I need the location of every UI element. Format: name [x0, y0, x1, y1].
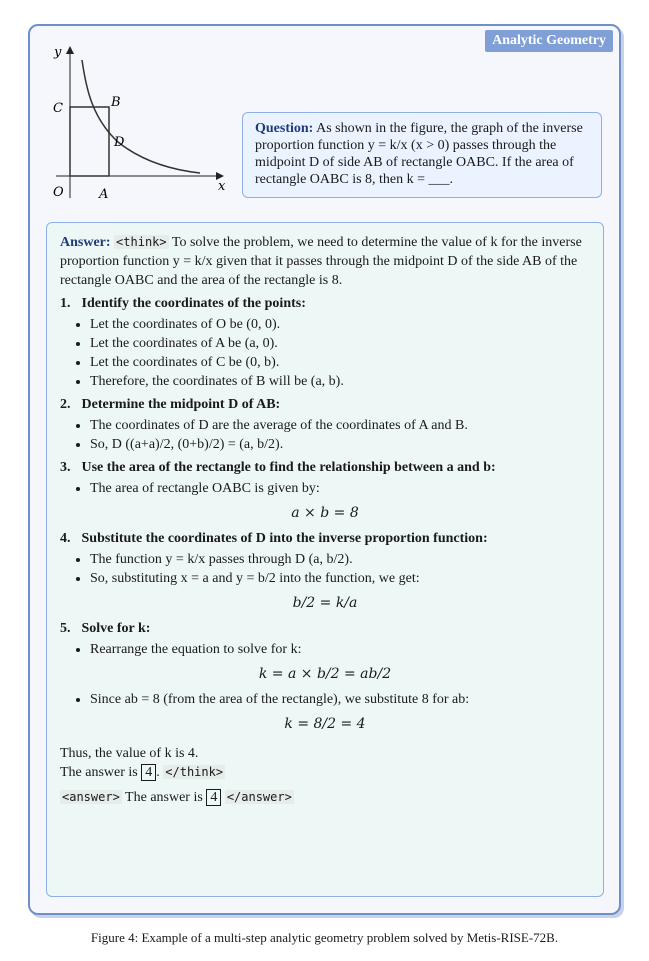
answer-intro: [60, 233, 590, 290]
category-tag: Analytic Geometry: [485, 30, 613, 52]
think-open-tag: <think>: [116, 235, 167, 249]
final-answer-line: The answer is 4 . </think>: [60, 765, 224, 780]
step-1-title: 1. Identify the coordinates of the points:: [60, 296, 306, 311]
point-c-label: C: [53, 101, 63, 116]
coordinate-figure: [48, 38, 228, 208]
step-1-list: [90, 315, 590, 391]
step-5-title: 5. Solve for k:: [60, 621, 151, 636]
list-item: • The function y = k/x passes through D (a, b/2).: [90, 550, 590, 569]
equation-area: a × b = 8: [291, 505, 359, 521]
list-item: • Since ab = 8 (from the area of the rectangle), we substitute 8 for ab:: [90, 690, 590, 709]
list-item: • Rearrange the equation to solve for k:: [90, 640, 590, 659]
step-3-title: 3. Use the area of the rectangle to find the relationship between a and b:: [60, 460, 496, 475]
conclusion: Thus, the value of k is 4.: [60, 746, 199, 761]
point-o-label: O: [53, 185, 64, 200]
list-item: • Therefore, the coordinates of B will be (a, b).: [90, 372, 590, 391]
list-item: • So, substituting x = a and y = b/2 into the function, we get:: [90, 569, 590, 588]
step-2-title: 2. Determine the midpoint D of AB:: [60, 397, 281, 412]
think-close-tag: </think>: [165, 765, 224, 779]
list-item: • The area of rectangle OABC is given by:: [90, 479, 590, 498]
equation-substitution: b/2 = k/a: [292, 595, 358, 611]
point-d-label: D: [114, 135, 125, 150]
list-item: • So, D ((a+a)/2, (0+b)/2) = (a, b/2).: [90, 435, 590, 454]
answer-close-tag: </answer>: [226, 790, 292, 804]
answer-tag-value: 4: [206, 789, 221, 806]
question-text: As shown in the figure, the graph of the inverse proportion function y = k/x (x > 0) passes through the midpoint D of side AB of rectangle OABC. If the area of rectangle OABC is 8, then k = ___.: [255, 121, 583, 187]
rectangle-oabc: [70, 107, 109, 176]
answer-tag-line: <answer> The answer is 4 </answer>: [62, 790, 292, 805]
step-4-list: [90, 550, 590, 588]
y-axis-label: y: [54, 45, 62, 60]
point-b-label: B: [111, 95, 121, 110]
hyperbola-curve: [82, 60, 200, 173]
equation-rearrange: k = a × b/2 = ab/2: [258, 666, 392, 682]
figure-caption: Figure 4: Example of a multi-step analytic geometry problem solved by Metis-RISE-72B.: [90, 930, 559, 945]
step-4-title: 4. Substitute the coordinates of D into the inverse proportion function:: [60, 531, 488, 546]
answer-box: [46, 222, 604, 897]
step-3-list: [90, 479, 590, 498]
x-axis-label: x: [218, 179, 226, 194]
answer-open-tag: <answer>: [62, 790, 120, 804]
list-item: • Let the coordinates of C be (0, b).: [90, 353, 590, 372]
question-label: Question:: [255, 121, 314, 136]
step-2-list: [90, 416, 590, 454]
figure-frame: [28, 24, 621, 915]
point-a-label: A: [99, 187, 109, 202]
step-5-list-2: [90, 690, 590, 709]
y-axis-arrow: [66, 46, 74, 54]
step-5-list: [90, 640, 590, 659]
question-box: [242, 112, 602, 198]
list-item: • The coordinates of D are the average of the coordinates of A and B.: [90, 416, 590, 435]
answer-intro-text: To solve the problem, we need to determine the value of k for the inverse proportion function y = k/x given that it passes through the midpoint D of the side AB of the rectangle OABC and the area of the rectangle is 8.: [60, 235, 582, 288]
list-item: • Let the coordinates of O be (0, 0).: [90, 315, 590, 334]
final-answer-box: 4: [141, 764, 156, 781]
equation-result: k = 8/2 = 4: [284, 716, 366, 732]
list-item: • Let the coordinates of A be (a, 0).: [90, 334, 590, 353]
answer-label: Answer:: [60, 235, 111, 250]
